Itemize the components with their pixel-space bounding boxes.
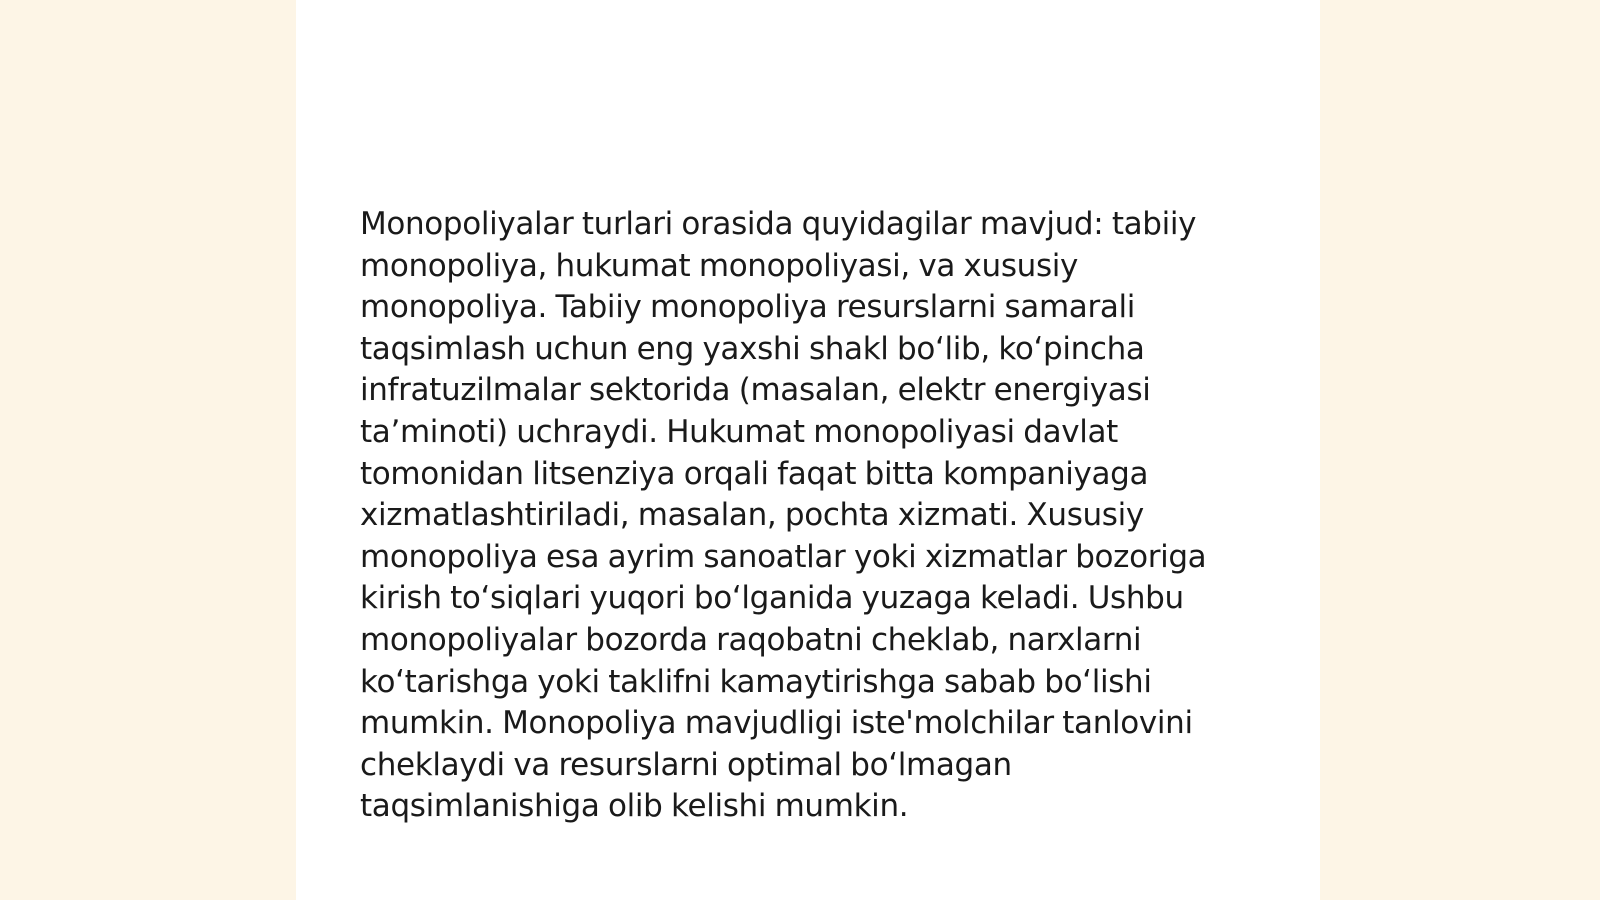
body-paragraph: Monopoliyalar turlari orasida quyidagilar mavjud: tabiiy monopoliya, hukumat monopoliyasi, va xususiy monopoliya. Tabiiy monopoliya resurslarni samarali taqsimlash uchun eng yaxshi shakl boʻlib, koʻpincha infratuzilmalar sektorida (masalan, elektr energiyasi taʼminoti) uchraydi. Hukumat monopoliyasi davlat tomonidan litsenziya orqali faqat bitta kompaniyaga xizmatlashtiriladi, masalan, pochta xizmati. Xususiy monopoliya esa ayrim sanoatlar yoki xizmatlar bozoriga kirish toʻsiqlari yuqori boʻlganida yuzaga keladi. Ushbu monopoliyalar bozorda raqobatni cheklab, narxlarni koʻtarishga yoki taklifni kamaytirishga sabab boʻlishi mumkin. Monopoliya mavjudligi iste'molchilar tanlovini cheklaydi va resurslarni optimal boʻlmagan taqsimlanishiga olib kelishi mumkin.: [360, 206, 1207, 825]
document-page: [296, 0, 1320, 900]
